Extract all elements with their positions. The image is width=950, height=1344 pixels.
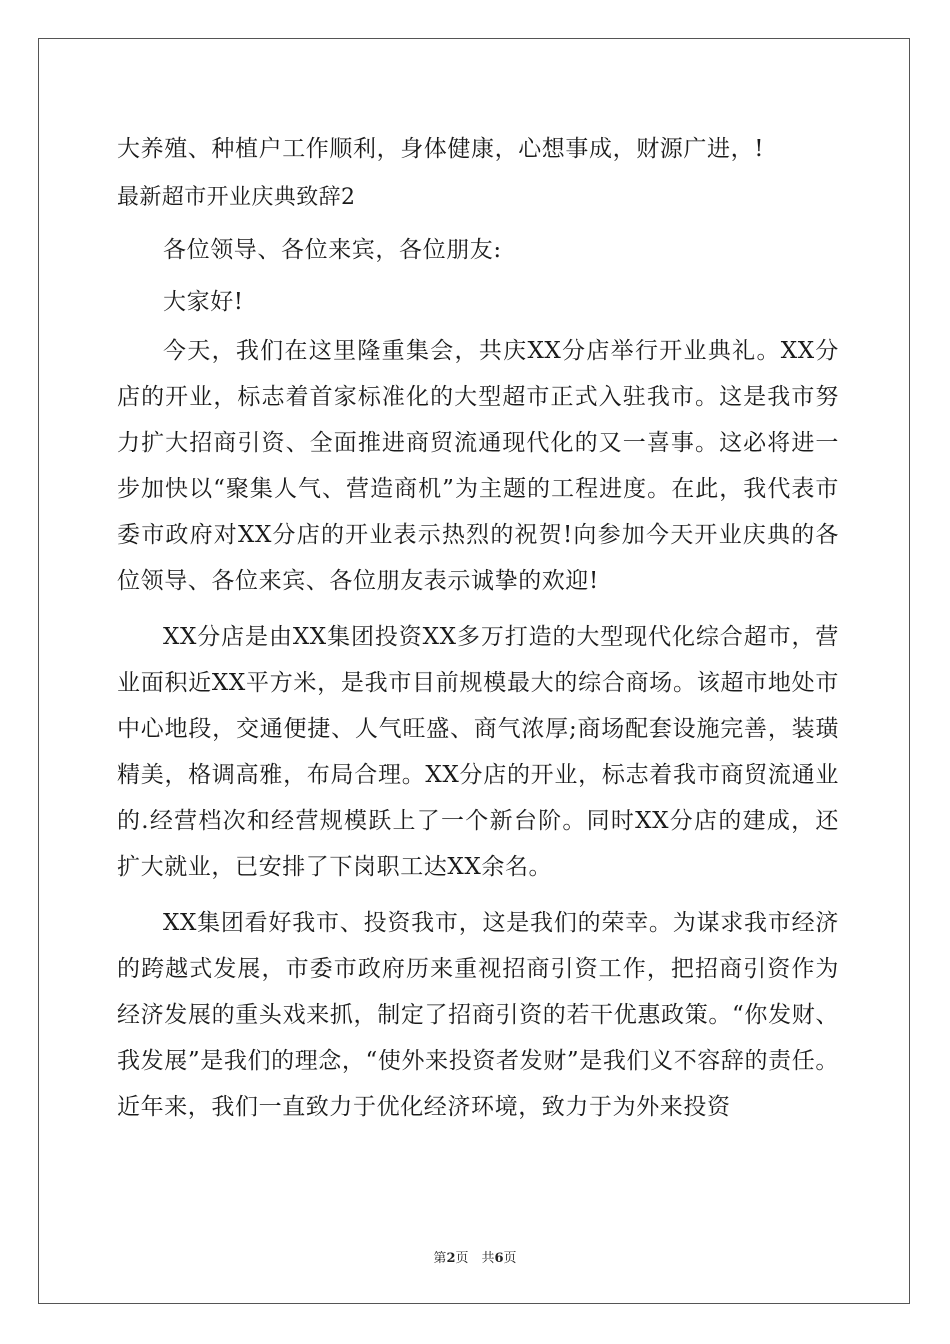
footer-current-page: 2 bbox=[446, 1251, 456, 1266]
salutation: 各位领导、各位来宾，各位朋友: bbox=[163, 237, 502, 263]
document-body bbox=[117, 126, 839, 1140]
greeting: 大家好! bbox=[163, 289, 244, 315]
paragraph-2: XX分店是由XX集团投资XX多万打造的大型现代化综合超市，营业面积近XX平方米，是我市目前规模最大的综合商场。该超市地处市中心地段，交通便捷、人气旺盛、商气浓厚;商场配套设施完善，装璜精美，格调高雅，布局合理。XX分店的开业，标志着我市商贸流通业的.经营档次和经营规模跃上了一个新台阶。同时XX分店的建成，还扩大就业，已安排了下岗职工达XX余名。 bbox=[117, 624, 839, 880]
opening-line: 大养殖、种植户工作顺利，身体健康，心想事成，财源广进，! bbox=[117, 136, 765, 162]
paragraph-1: 今天，我们在这里隆重集会，共庆XX分店举行开业典礼。XX分店的开业，标志着首家标准化的大型超市正式入驻我市。这是我市努力扩大招商引资、全面推进商贸流通现代化的又一喜事。这必将进一步加快以“聚集人气、营造商机”为主题的工程进度。在此，我代表市委市政府对XX分店的开业表示热烈的祝贺!向参加今天开业庆典的各位领导、各位来宾、各位朋友表示诚挚的欢迎! bbox=[117, 338, 839, 594]
footer-total-pages: 6 bbox=[494, 1251, 504, 1266]
footer-suffix: 页 bbox=[503, 1251, 517, 1266]
paragraph-3: XX集团看好我市、投资我市，这是我们的荣幸。为谋求我市经济的跨越式发展，市委市政府历来重视招商引资工作，把招商引资作为经济发展的重头戏来抓，制定了招商引资的若干优惠政策。“你发财、我发展”是我们的理念，“使外来投资者发财”是我们义不容辞的责任。近年来，我们一直致力于优化经济环境，致力于为外来投资 bbox=[117, 910, 839, 1120]
page-footer bbox=[0, 1247, 950, 1266]
footer-prefix: 第 bbox=[433, 1251, 447, 1266]
section-title: 最新超市开业庆典致辞2 bbox=[117, 185, 356, 210]
footer-middle: 页 共 bbox=[455, 1251, 495, 1266]
